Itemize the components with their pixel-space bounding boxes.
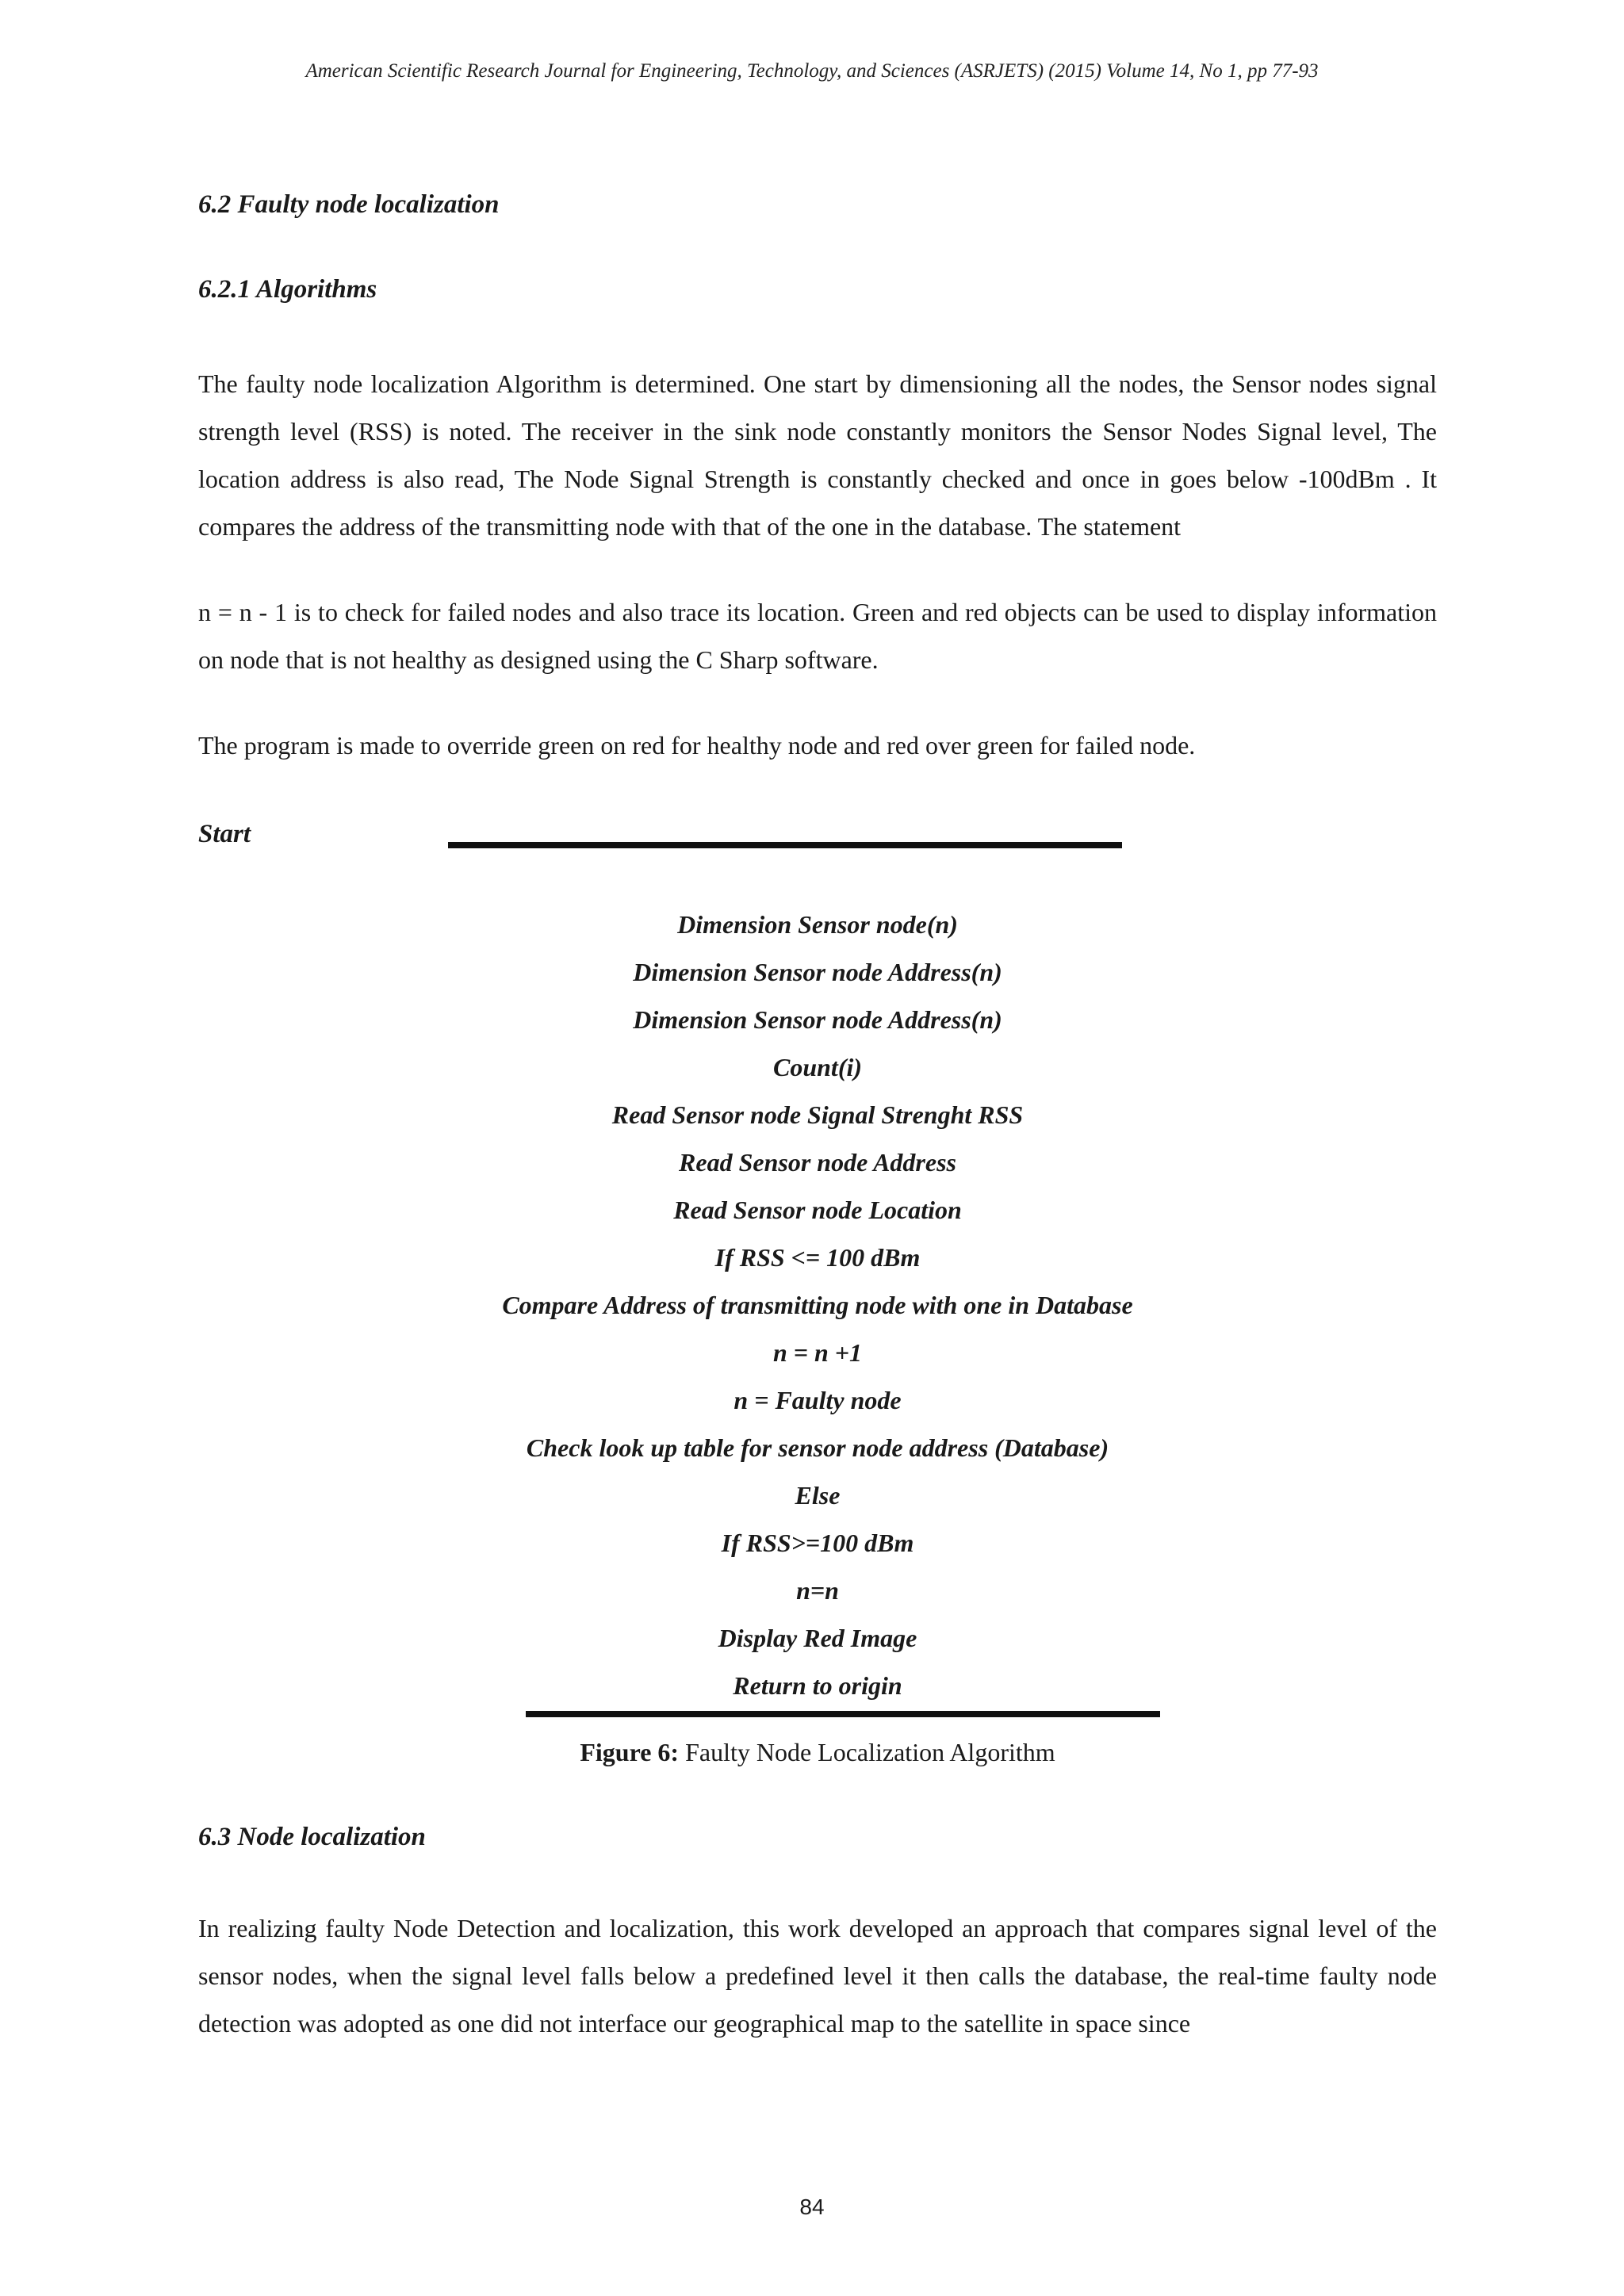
algorithm-start-row: [198, 820, 1437, 855]
algorithm-start-label: Start: [198, 820, 251, 848]
paragraph-2: n = n - 1 is to check for failed nodes and also trace its location. Green and red objects can be used to display information on node that is not healthy as designed using the C Sharp software.: [198, 598, 1437, 674]
paragraph-3: The program is made to override green on red for healthy node and red over green for failed node.: [198, 731, 1196, 760]
paragraph-4: In realizing faulty Node Detection and localization, this work developed an approach that compares signal level of the sensor nodes, when the signal level falls below a predefined level it then calls the database, the real-time faulty node detection was adopted as one did not interface our geographical map to the satellite in space since: [198, 1914, 1437, 2038]
page-number: 84: [799, 2195, 825, 2219]
algorithm-line: n = n +1: [772, 1338, 863, 1367]
algorithm-line: If RSS>=100 dBm: [721, 1529, 914, 1557]
section-heading-6-3: 6.3 Node localization: [198, 1823, 426, 1851]
algorithm-figure: [198, 820, 1437, 1717]
subsection-heading-6-2-1: 6.2.1 Algorithms: [198, 275, 377, 304]
figure-caption-text: Faulty Node Localization Algorithm: [679, 1738, 1055, 1766]
algorithm-line: Dimension Sensor node(n): [677, 910, 958, 939]
algorithm-line: If RSS <= 100 dBm: [714, 1243, 921, 1272]
algorithm-line: Return to origin: [733, 1671, 902, 1700]
algorithm-line: Dimension Sensor node Address(n): [633, 958, 1002, 986]
section-heading-6-2: 6.2 Faulty node localization: [198, 190, 500, 219]
algorithm-line: Read Sensor node Location: [673, 1196, 962, 1224]
algorithm-line: Compare Address of transmitting node with one in Database: [502, 1291, 1133, 1319]
algorithm-line: Dimension Sensor node Address(n): [633, 1005, 1002, 1034]
page-content: [198, 190, 1437, 2085]
paragraph-1: The faulty node localization Algorithm is determined. One start by dimensioning all the nodes, the Sensor nodes signal strength level (RSS) is noted. The receiver in the sink node constantly monitors the Sensor Nodes Signal level, The location address is also read, The Node Signal Strength is constantly checked and once in goes below -100dBm . It compares the address of the transmitting node with that of the one in the database. The statement: [198, 369, 1437, 541]
algorithm-line: Display Red Image: [718, 1624, 917, 1652]
algorithm-top-rule: [448, 842, 1122, 848]
algorithm-line: Read Sensor node Address: [679, 1148, 956, 1177]
algorithm-bottom-rule: [526, 1711, 1160, 1717]
algorithm-line: Read Sensor node Signal Strenght RSS: [611, 1100, 1024, 1129]
running-header: American Scientific Research Journal for Engineering, Technology, and Sciences (ASRJETS) (2015) Volume 14, No 1, pp 77-93: [305, 60, 1319, 82]
algorithm-line: n = Faulty node: [733, 1386, 902, 1414]
figure-caption: [198, 1738, 1437, 1767]
algorithm-line: Else: [795, 1481, 841, 1510]
figure-label: Figure 6:: [580, 1738, 680, 1766]
algorithm-line: n=n: [796, 1576, 839, 1605]
algorithm-line: Check look up table for sensor node address (Database): [526, 1433, 1109, 1462]
algorithm-line: Count(i): [772, 1053, 863, 1081]
algorithm-lines: [198, 901, 1437, 1709]
